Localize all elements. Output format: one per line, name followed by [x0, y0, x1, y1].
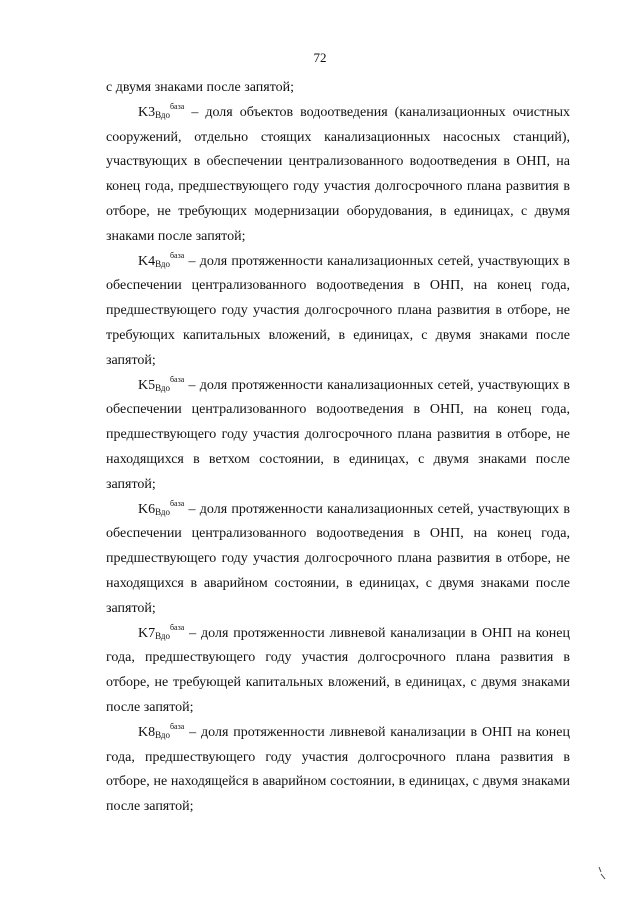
paragraph-k4 — [106, 250, 570, 374]
symbol-k8: $K8_{Вдо}^{база}$ — [138, 721, 185, 740]
paragraph-continuation — [106, 76, 570, 101]
paragraph-text: – доля протяженности ливневой канализации в ОНП на конец года, предшествующего году участия долгосрочного плана развития в отборе, не находящейся в аварийном состоянии, в единицах, с двумя знаками после запятой; — [106, 724, 570, 815]
paragraph-text: – доля протяженности канализационных сетей, участвующих в обеспечении централизованного водоотведения в ОНП, на конец года, предшествующего году участия долгосрочного плана развития в отборе, не находящихся в аварийном состоянии, в единицах, с двумя знаками после запятой; — [106, 501, 570, 616]
paragraph-text: – доля протяженности канализационных сетей, участвующих в обеспечении централизованного водоотведения в ОНП, на конец года, предшествующего году участия долгосрочного плана развития в отборе, не находящихся в ветхом состоянии, в единицах, с двумя знаками после запятой; — [106, 377, 570, 492]
paragraph-k8 — [106, 721, 570, 820]
symbol-k7: $K7_{Вдо}^{база}$ — [138, 622, 185, 641]
symbol-k5: $K5_{Вдо}^{база}$ — [138, 374, 185, 393]
paragraph-text: – доля протяженности канализационных сетей, участвующих в обеспечении централизованного водоотведения в ОНП, на конец года, предшествующего году участия долгосрочного плана развития в отборе, не требующих капитальных вложений, в единицах, с двумя знаками после запятой; — [106, 253, 570, 368]
paragraph-k6 — [106, 498, 570, 622]
paragraph-text: – доля протяженности ливневой канализации в ОНП на конец года, предшествующего году участия долгосрочного плана развития в отборе, не требующей капитальных вложений, в единицах, с двумя знаками после запятой; — [106, 625, 570, 715]
paragraph-k5 — [106, 374, 570, 498]
document-body — [106, 76, 570, 820]
symbol-k3: $K3_{Вдо}^{база}$ — [138, 101, 185, 120]
scan-mark — [598, 866, 606, 880]
page-number: 72 — [313, 50, 327, 65]
paragraph-text: с двумя знаками после запятой; — [106, 80, 295, 95]
symbol-k6: $K6_{Вдо}^{база}$ — [138, 498, 185, 517]
paragraph-k7 — [106, 622, 570, 721]
paragraph-text: – доля объектов водоотведения (канализационных очистных сооружений, отдельно стоящих канализационных насосных станций), участвующих в обеспечении централизованного водоотведения в ОНП, на конец года, предшествующего году участия долгосрочного плана развития в отборе, не требующих модернизации оборудования, в единицах, с двумя знаками после запятой; — [106, 104, 570, 244]
symbol-k4: $K4_{Вдо}^{база}$ — [138, 250, 185, 269]
paragraph-k3 — [106, 101, 570, 250]
